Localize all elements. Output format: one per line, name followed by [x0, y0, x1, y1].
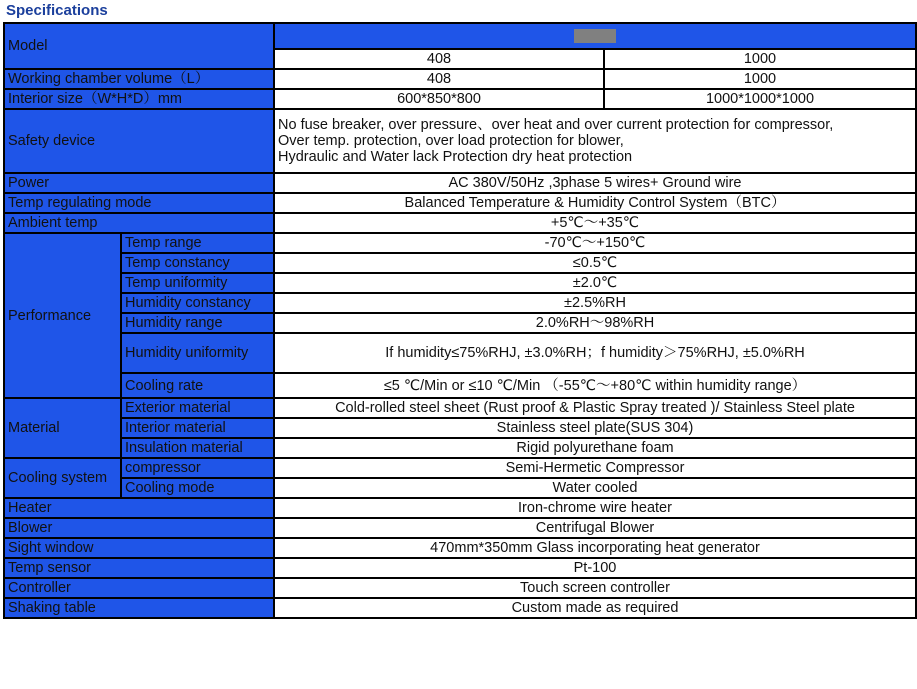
temp-regulating-value: Balanced Temperature & Humidity Control System（BTC） [274, 193, 916, 213]
ambient-temp-label: Ambient temp [4, 213, 274, 233]
sight-window-label: Sight window [4, 538, 274, 558]
performance-item-value: ≤5 ℃/Min or ≤10 ℃/Min （-55℃～+80℃ within humidity range） [274, 373, 916, 398]
controller-label: Controller [4, 578, 274, 598]
model-image-placeholder [274, 23, 916, 49]
cooling-item-label: Cooling mode [121, 478, 274, 498]
performance-item-value: ±2.0℃ [274, 273, 916, 293]
blower-value: Centrifugal Blower [274, 518, 916, 538]
heater-value: Iron-chrome wire heater [274, 498, 916, 518]
safety-line: Over temp. protection, over load protection for blower, [278, 133, 624, 149]
cooling-item-value: Water cooled [274, 478, 916, 498]
shaking-table-value: Custom made as required [274, 598, 916, 618]
model-408: 408 [274, 49, 604, 69]
performance-item-value: ±2.5%RH [274, 293, 916, 313]
controller-value: Touch screen controller [274, 578, 916, 598]
cooling-item-label: compressor [121, 458, 274, 478]
shaking-table-label: Shaking table [4, 598, 274, 618]
performance-item-label: Temp uniformity [121, 273, 274, 293]
material-label: Material [4, 398, 121, 458]
model-1000: 1000 [604, 49, 916, 69]
interior-size-1000: 1000*1000*1000 [604, 89, 916, 109]
power-value: AC 380V/50Hz ,3phase 5 wires+ Ground wire [274, 173, 916, 193]
safety-line: Hydraulic and Water lack Protection dry heat protection [278, 149, 633, 165]
material-item-label: Interior material [121, 418, 274, 438]
performance-item-label: Humidity uniformity [121, 333, 274, 373]
material-item-label: Exterior material [121, 398, 274, 418]
ambient-temp-value: +5℃～+35℃ [274, 213, 916, 233]
model-image-icon [574, 29, 616, 43]
performance-item-label: Humidity constancy [121, 293, 274, 313]
performance-item-label: Temp range [121, 233, 274, 253]
interior-size-label: Interior size（W*H*D）mm [4, 89, 274, 109]
performance-item-label: Humidity range [121, 313, 274, 333]
safety-value [274, 109, 916, 173]
interior-size-408: 600*850*800 [274, 89, 604, 109]
cooling-item-value: Semi-Hermetic Compressor [274, 458, 916, 478]
page-title: Specifications [6, 2, 108, 19]
material-item-label: Insulation material [121, 438, 274, 458]
material-item-value: Rigid polyurethane foam [274, 438, 916, 458]
power-label: Power [4, 173, 274, 193]
volume-value-408: 408 [274, 69, 604, 89]
volume-label: Working chamber volume（L） [4, 69, 274, 89]
performance-item-value: -70℃～+150℃ [274, 233, 916, 253]
temp-sensor-label: Temp sensor [4, 558, 274, 578]
heater-label: Heater [4, 498, 274, 518]
temp-sensor-value: Pt-100 [274, 558, 916, 578]
performance-label: Performance [4, 233, 121, 398]
spec-table [3, 22, 917, 619]
model-label: Model [4, 23, 274, 69]
temp-regulating-label: Temp regulating mode [4, 193, 274, 213]
performance-item-label: Temp constancy [121, 253, 274, 273]
performance-item-label: Cooling rate [121, 373, 274, 398]
cooling-system-label: Cooling system [4, 458, 121, 498]
sight-window-value: 470mm*350mm Glass incorporating heat generator [274, 538, 916, 558]
safety-label: Safety device [4, 109, 274, 173]
performance-item-value: If humidity≤75%RHJ, ±3.0%RH；f humidity＞75%RHJ, ±5.0%RH [274, 333, 916, 373]
performance-item-value: 2.0%RH～98%RH [274, 313, 916, 333]
blower-label: Blower [4, 518, 274, 538]
material-item-value: Stainless steel plate(SUS 304) [274, 418, 916, 438]
performance-item-value: ≤0.5℃ [274, 253, 916, 273]
volume-value-1000: 1000 [604, 69, 916, 89]
material-item-value: Cold-rolled steel sheet (Rust proof & Plastic Spray treated )/ Stainless Steel plate [274, 398, 916, 418]
safety-line: No fuse breaker, over pressure、over heat and over current protection for compressor, [278, 117, 834, 133]
